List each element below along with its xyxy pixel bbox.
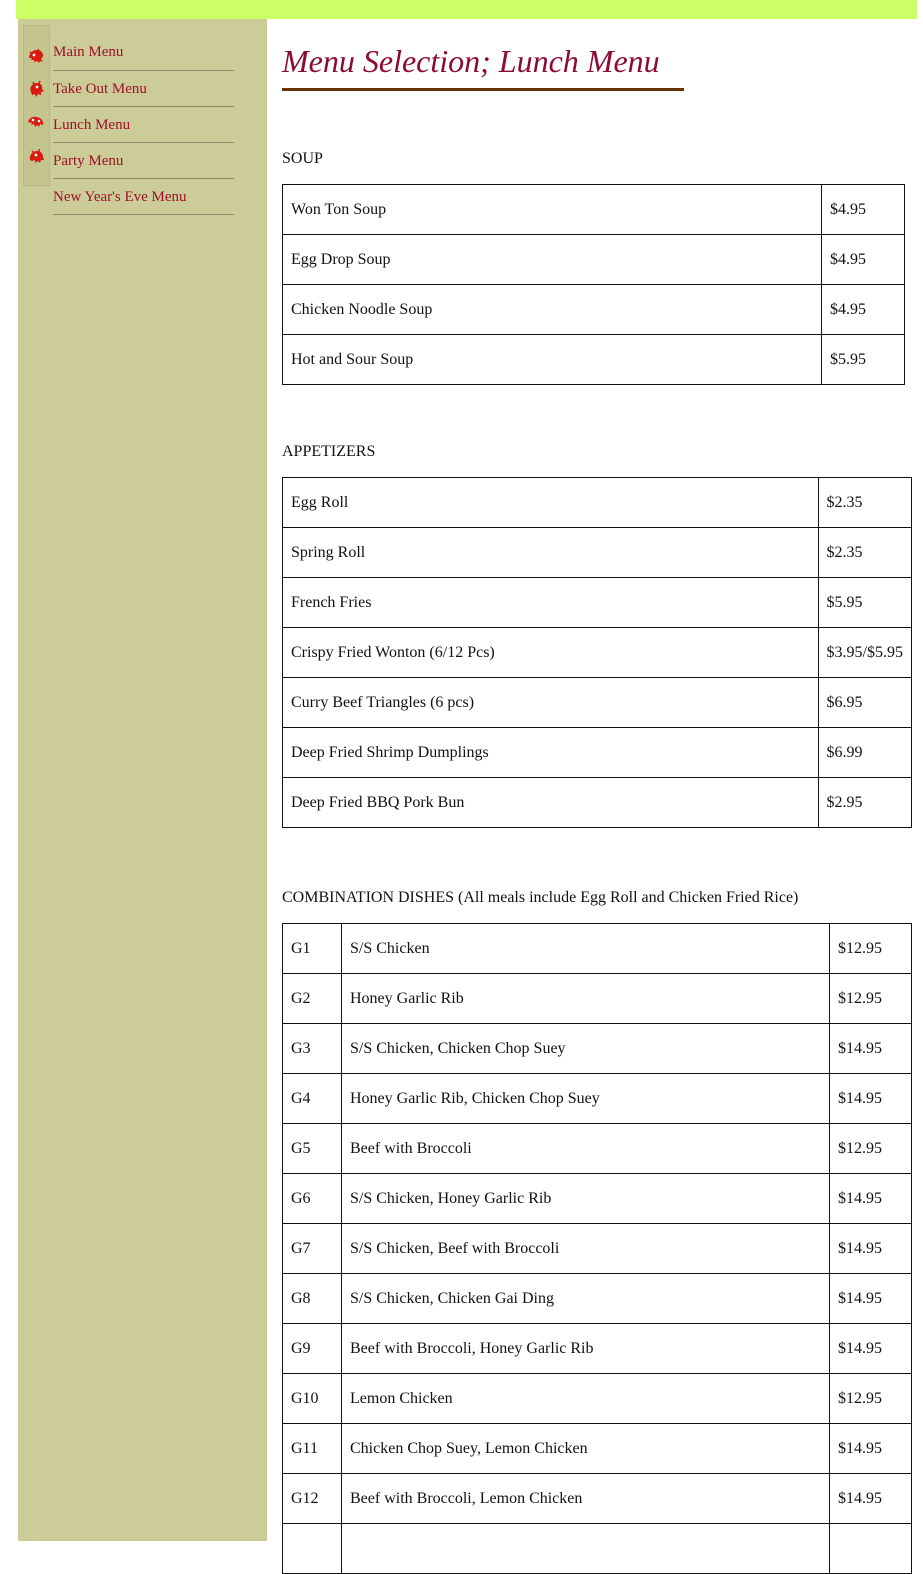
item-price: $2.35 bbox=[818, 528, 911, 578]
item-name: Deep Fried Shrimp Dumplings bbox=[283, 728, 819, 778]
item-name: Honey Garlic Rib, Chicken Chop Suey bbox=[342, 1074, 830, 1124]
item-price: $5.95 bbox=[818, 578, 911, 628]
item-name: Egg Drop Soup bbox=[283, 235, 822, 285]
zodiac-animal-icon bbox=[25, 77, 47, 99]
table-row bbox=[283, 285, 905, 335]
table-row bbox=[283, 1024, 912, 1074]
item-price: $12.95 bbox=[830, 1374, 912, 1424]
item-price: $14.95 bbox=[830, 1024, 912, 1074]
table-row bbox=[283, 1174, 912, 1224]
item-code: G2 bbox=[283, 974, 342, 1024]
item-name: Honey Garlic Rib bbox=[342, 974, 830, 1024]
zodiac-animal-icon bbox=[25, 44, 47, 66]
item-price: $14.95 bbox=[830, 1324, 912, 1374]
item-code: G10 bbox=[283, 1374, 342, 1424]
table-row bbox=[283, 1124, 912, 1174]
nav-item-lunch-menu[interactable]: Lunch Menu bbox=[53, 107, 234, 143]
appetizers-table bbox=[282, 477, 912, 828]
page-title: Menu Selection; Lunch Menu bbox=[282, 42, 684, 91]
nav-item-main-menu[interactable]: Main Menu bbox=[53, 34, 234, 71]
item-price bbox=[830, 1524, 912, 1574]
table-row bbox=[283, 678, 912, 728]
item-price: $5.95 bbox=[822, 335, 905, 385]
item-price: $4.95 bbox=[822, 285, 905, 335]
zodiac-animal-icon bbox=[25, 145, 47, 167]
item-name bbox=[342, 1524, 830, 1574]
table-row bbox=[283, 778, 912, 828]
item-name: S/S Chicken, Honey Garlic Rib bbox=[342, 1174, 830, 1224]
item-price: $12.95 bbox=[830, 1124, 912, 1174]
item-price: $14.95 bbox=[830, 1274, 912, 1324]
item-code bbox=[283, 1524, 342, 1574]
table-row bbox=[283, 528, 912, 578]
item-code: G7 bbox=[283, 1224, 342, 1274]
item-price: $4.95 bbox=[822, 235, 905, 285]
item-name: Beef with Broccoli, Lemon Chicken bbox=[342, 1474, 830, 1524]
item-name: Lemon Chicken bbox=[342, 1374, 830, 1424]
table-row bbox=[283, 1474, 912, 1524]
item-name: Egg Roll bbox=[283, 478, 819, 528]
section-heading-soup: SOUP bbox=[282, 150, 323, 167]
item-code: G9 bbox=[283, 1324, 342, 1374]
item-price: $12.95 bbox=[830, 974, 912, 1024]
item-code: G11 bbox=[283, 1424, 342, 1474]
table-row bbox=[283, 924, 912, 974]
item-price: $2.35 bbox=[818, 478, 911, 528]
section-heading-combination: COMBINATION DISHES (All meals include Egg Roll and Chicken Fried Rice) bbox=[282, 889, 799, 906]
item-name: Chicken Noodle Soup bbox=[283, 285, 822, 335]
table-row bbox=[283, 578, 912, 628]
item-price: $6.99 bbox=[818, 728, 911, 778]
sidebar-nav bbox=[53, 34, 234, 215]
table-row bbox=[283, 1274, 912, 1324]
item-name: Beef with Broccoli, Honey Garlic Rib bbox=[342, 1324, 830, 1374]
item-price: $6.95 bbox=[818, 678, 911, 728]
nav-item-new-years-eve-menu[interactable]: New Year's Eve Menu bbox=[53, 179, 234, 215]
item-price: $2.95 bbox=[818, 778, 911, 828]
table-row bbox=[283, 1324, 912, 1374]
section-heading-appetizers: APPETIZERS bbox=[282, 443, 376, 460]
table-row bbox=[283, 1524, 912, 1574]
item-code: G5 bbox=[283, 1124, 342, 1174]
item-price: $12.95 bbox=[830, 924, 912, 974]
item-code: G1 bbox=[283, 924, 342, 974]
table-row bbox=[283, 185, 905, 235]
item-code: G8 bbox=[283, 1274, 342, 1324]
nav-item-party-menu[interactable]: Party Menu bbox=[53, 143, 234, 179]
item-code: G12 bbox=[283, 1474, 342, 1524]
item-price: $14.95 bbox=[830, 1224, 912, 1274]
table-row bbox=[283, 1374, 912, 1424]
item-name: Beef with Broccoli bbox=[342, 1124, 830, 1174]
item-name: Chicken Chop Suey, Lemon Chicken bbox=[342, 1424, 830, 1474]
zodiac-animal-icon bbox=[25, 110, 47, 132]
combination-table bbox=[282, 923, 912, 1574]
item-price: $14.95 bbox=[830, 1074, 912, 1124]
table-row bbox=[283, 1074, 912, 1124]
item-name: S/S Chicken, Chicken Chop Suey bbox=[342, 1024, 830, 1074]
sidebar bbox=[18, 19, 267, 1541]
item-price: $14.95 bbox=[830, 1424, 912, 1474]
table-row bbox=[283, 478, 912, 528]
table-row bbox=[283, 335, 905, 385]
item-price: $4.95 bbox=[822, 185, 905, 235]
item-name: Spring Roll bbox=[283, 528, 819, 578]
item-name: S/S Chicken, Chicken Gai Ding bbox=[342, 1274, 830, 1324]
table-row bbox=[283, 235, 905, 285]
item-name: Curry Beef Triangles (6 pcs) bbox=[283, 678, 819, 728]
table-row bbox=[283, 1424, 912, 1474]
item-name: S/S Chicken, Beef with Broccoli bbox=[342, 1224, 830, 1274]
top-banner-bar bbox=[16, 0, 917, 19]
table-row bbox=[283, 728, 912, 778]
item-code: G6 bbox=[283, 1174, 342, 1224]
nav-item-take-out-menu[interactable]: Take Out Menu bbox=[53, 71, 234, 107]
table-row bbox=[283, 1224, 912, 1274]
item-name: Won Ton Soup bbox=[283, 185, 822, 235]
item-code: G3 bbox=[283, 1024, 342, 1074]
table-row bbox=[283, 974, 912, 1024]
item-code: G4 bbox=[283, 1074, 342, 1124]
soup-table bbox=[282, 184, 905, 385]
item-name: Hot and Sour Soup bbox=[283, 335, 822, 385]
table-row bbox=[283, 628, 912, 678]
item-name: Crispy Fried Wonton (6/12 Pcs) bbox=[283, 628, 819, 678]
item-name: Deep Fried BBQ Pork Bun bbox=[283, 778, 819, 828]
item-price: $3.95/$5.95 bbox=[818, 628, 911, 678]
item-price: $14.95 bbox=[830, 1474, 912, 1524]
item-name: French Fries bbox=[283, 578, 819, 628]
item-name: S/S Chicken bbox=[342, 924, 830, 974]
item-price: $14.95 bbox=[830, 1174, 912, 1224]
